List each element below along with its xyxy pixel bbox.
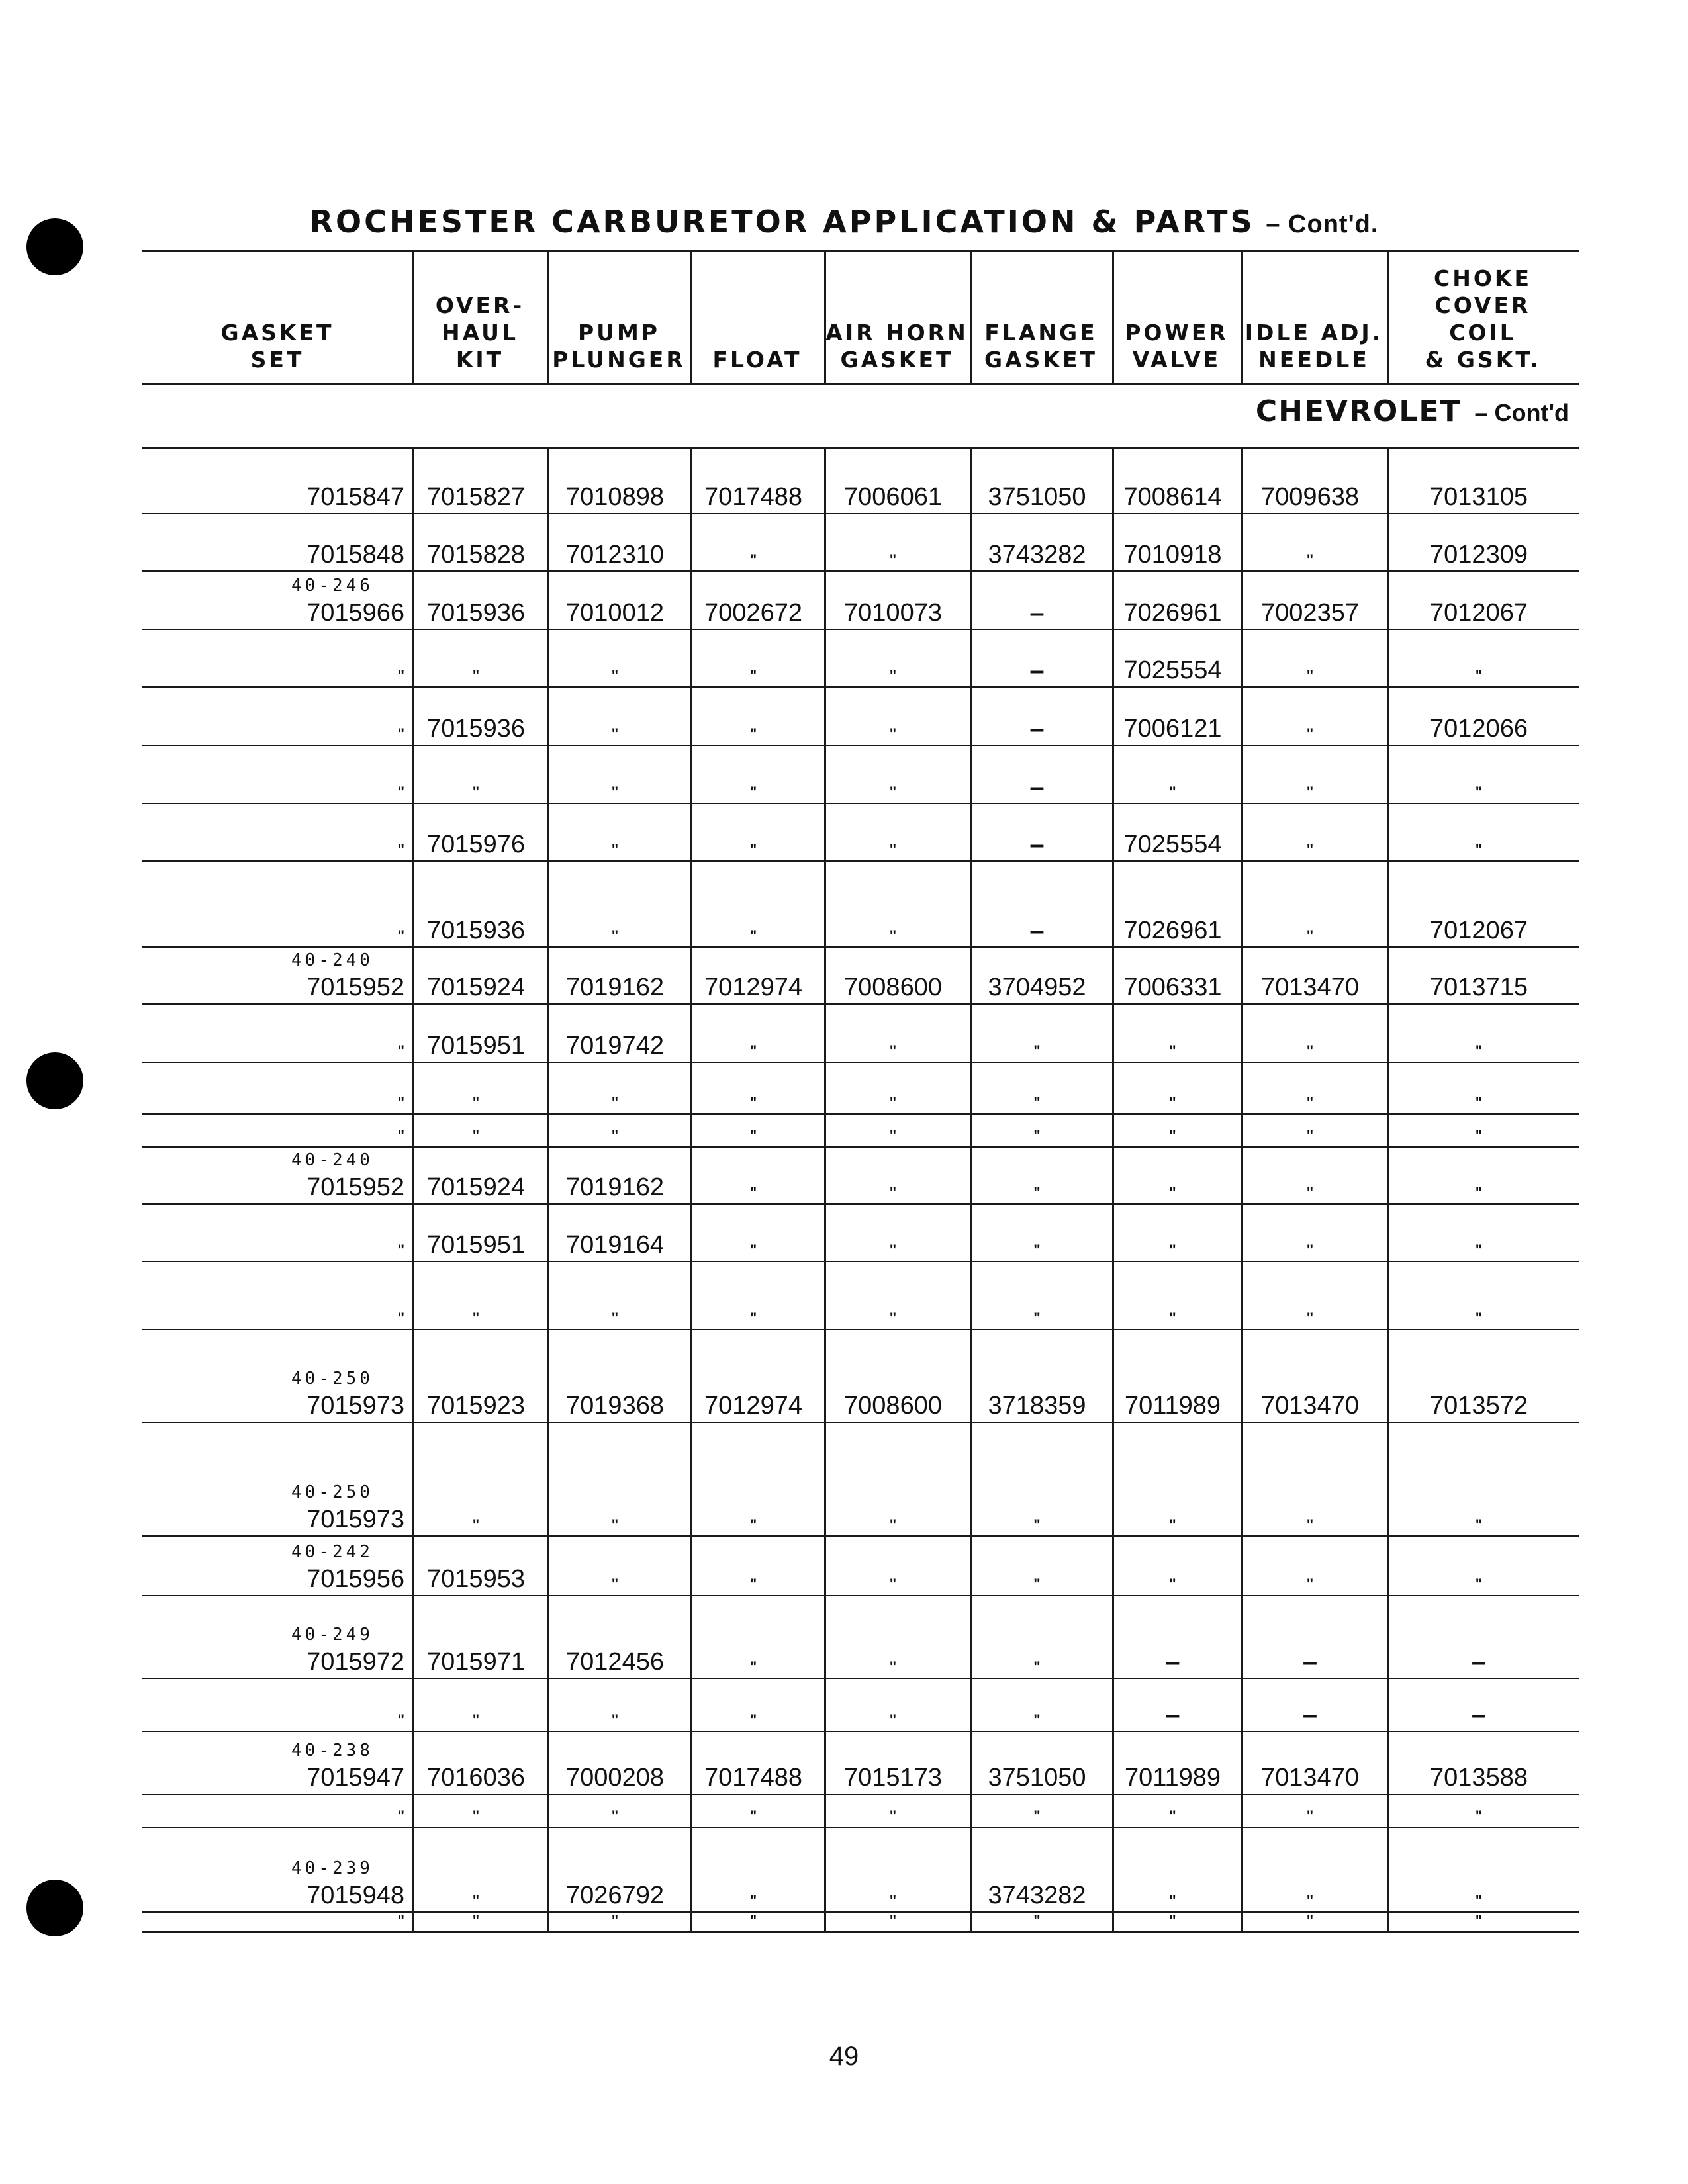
carburetor-number: 40-249 xyxy=(291,1625,373,1645)
table-rule xyxy=(142,447,1579,449)
table-cell: " xyxy=(397,667,404,684)
table-cell: " xyxy=(397,1127,404,1144)
table-cell: " xyxy=(749,1310,757,1326)
table-cell: " xyxy=(1306,1576,1314,1592)
table-cell: " xyxy=(1033,1516,1041,1533)
table-cell: " xyxy=(1306,784,1314,800)
table-cell: " xyxy=(1306,1094,1314,1111)
table-cell: 7015936 xyxy=(427,715,525,743)
table-cell: " xyxy=(472,1912,480,1929)
table-cell: " xyxy=(1169,1912,1176,1929)
table-cell: " xyxy=(889,1576,897,1592)
table-cell: " xyxy=(397,1042,404,1059)
table-cell: " xyxy=(611,1807,619,1824)
table-cell: 7013715 xyxy=(1430,974,1528,1001)
table-cell: 7012067 xyxy=(1430,599,1528,627)
table-cell: " xyxy=(1033,1576,1041,1592)
table-cell: " xyxy=(397,1711,404,1728)
table-cell: 7008614 xyxy=(1123,483,1222,511)
table-cell: " xyxy=(1475,841,1483,858)
table-cell: " xyxy=(611,927,619,944)
table-cell: " xyxy=(397,725,404,742)
table-cell: " xyxy=(472,1310,480,1326)
table-cell: " xyxy=(472,1127,480,1144)
table-cell: " xyxy=(1169,1892,1176,1909)
table-cell: 7013588 xyxy=(1430,1764,1528,1792)
table-cell: – xyxy=(1029,916,1045,945)
table-cell: 7017488 xyxy=(704,1764,802,1792)
table-cell: – xyxy=(1471,1647,1487,1676)
table-cell: " xyxy=(889,1242,897,1258)
table-cell: " xyxy=(749,551,757,568)
table-cell: " xyxy=(472,784,480,800)
table-cell: 3743282 xyxy=(988,541,1086,569)
title-continued: – Cont'd. xyxy=(1266,210,1379,238)
table-cell: " xyxy=(749,1576,757,1592)
table-cell: " xyxy=(1169,1242,1176,1258)
table-cell: " xyxy=(1033,1042,1041,1059)
row-rule xyxy=(142,1003,1579,1005)
table-cell: 7019162 xyxy=(566,1173,664,1201)
table-cell: " xyxy=(1306,1807,1314,1824)
table-cell: " xyxy=(611,1711,619,1728)
table-cell: 7008600 xyxy=(844,974,942,1001)
table-cell: 7019742 xyxy=(566,1032,664,1060)
table-cell: " xyxy=(889,1516,897,1533)
table-cell: " xyxy=(611,841,619,858)
table-cell: 7015924 xyxy=(427,1173,525,1201)
table-cell: " xyxy=(1306,667,1314,684)
table-cell: " xyxy=(472,667,480,684)
table-cell: " xyxy=(1306,1516,1314,1533)
table-cell: " xyxy=(749,1042,757,1059)
table-cell: 3743282 xyxy=(988,1882,1086,1909)
table-cell: " xyxy=(889,551,897,568)
table-cell: " xyxy=(889,1127,897,1144)
table-cell: – xyxy=(1029,772,1045,801)
table-cell: – xyxy=(1029,656,1045,685)
table-cell: " xyxy=(889,784,897,800)
table-cell: 7002672 xyxy=(704,599,802,627)
column-header: CHOKE COVER COIL & GSKT. xyxy=(1425,265,1541,373)
table-cell: " xyxy=(472,1516,480,1533)
table-cell: " xyxy=(749,667,757,684)
table-cell: " xyxy=(1169,1576,1176,1592)
table-cell: " xyxy=(1475,784,1483,800)
table-cell: 7015976 xyxy=(427,831,525,858)
table-cell: 7013470 xyxy=(1261,1392,1359,1420)
table-cell: " xyxy=(1306,1184,1314,1201)
table-cell: " xyxy=(1033,1094,1041,1111)
table-cell: 7025554 xyxy=(1123,657,1222,684)
table-cell: " xyxy=(472,1094,480,1111)
table-cell: – xyxy=(1302,1700,1318,1729)
table-cell: " xyxy=(1475,1576,1483,1592)
table-cell: " xyxy=(1306,1310,1314,1326)
table-cell: 7015827 xyxy=(427,483,525,511)
table-cell: " xyxy=(889,1184,897,1201)
table-cell: " xyxy=(611,1576,619,1592)
carburetor-number: 40-250 xyxy=(291,1482,373,1502)
table-cell: – xyxy=(1029,598,1045,627)
table-cell: 7010012 xyxy=(566,599,664,627)
table-cell: " xyxy=(611,725,619,742)
table-cell: 7015973 xyxy=(306,1392,404,1420)
table-cell: " xyxy=(889,1659,897,1675)
table-cell: " xyxy=(889,1912,897,1929)
table-cell: " xyxy=(1306,841,1314,858)
table-cell: " xyxy=(889,1042,897,1059)
table-cell: " xyxy=(1033,1127,1041,1144)
row-rule xyxy=(142,1422,1579,1423)
table-cell: " xyxy=(1306,1042,1314,1059)
table-cell: " xyxy=(1033,1310,1041,1326)
carburetor-number: 40-246 xyxy=(291,576,373,596)
table-cell: 7015952 xyxy=(306,1173,404,1201)
table-cell: 3751050 xyxy=(988,1764,1086,1792)
table-cell: " xyxy=(749,784,757,800)
table-cell: 7015971 xyxy=(427,1648,525,1676)
table-cell: " xyxy=(1475,1892,1483,1909)
table-cell: 7015951 xyxy=(427,1231,525,1259)
table-cell: 7012974 xyxy=(704,974,802,1001)
table-cell: 7012456 xyxy=(566,1648,664,1676)
carburetor-number: 40-239 xyxy=(291,1858,373,1878)
table-cell: 7012309 xyxy=(1430,541,1528,569)
table-cell: " xyxy=(889,841,897,858)
table-cell: 7015947 xyxy=(306,1764,404,1792)
table-cell: " xyxy=(472,1807,480,1824)
table-cell: – xyxy=(1029,830,1045,859)
table-cell: " xyxy=(1169,1184,1176,1201)
table-cell: " xyxy=(889,725,897,742)
table-cell: " xyxy=(1033,1807,1041,1824)
table-cell: 7015924 xyxy=(427,974,525,1001)
table-cell: 7013470 xyxy=(1261,974,1359,1001)
table-cell: " xyxy=(889,1310,897,1326)
title-main: ROCHESTER CARBURETOR APPLICATION & PARTS xyxy=(309,204,1255,240)
table-cell: 7008600 xyxy=(844,1392,942,1420)
table-cell: " xyxy=(889,927,897,944)
table-cell: 7012066 xyxy=(1430,715,1528,743)
table-cell: " xyxy=(1169,1042,1176,1059)
table-cell: " xyxy=(1306,1242,1314,1258)
table-cell: " xyxy=(1306,725,1314,742)
carburetor-number: 40-242 xyxy=(291,1542,373,1562)
table-cell: " xyxy=(397,1310,404,1326)
section-continued: – Cont'd xyxy=(1474,399,1569,426)
table-cell: 7010918 xyxy=(1123,541,1222,569)
table-cell: " xyxy=(1475,1516,1483,1533)
table-cell: 7015956 xyxy=(306,1565,404,1593)
table-cell: " xyxy=(397,784,404,800)
table-cell: 7015973 xyxy=(306,1506,404,1533)
table-cell: 3704952 xyxy=(988,974,1086,1001)
table-cell: 7015966 xyxy=(306,599,404,627)
table-cell: 7019368 xyxy=(566,1392,664,1420)
column-header: FLANGE GASKET xyxy=(984,320,1098,373)
table-cell: " xyxy=(1033,1912,1041,1929)
table-cell: " xyxy=(749,1659,757,1675)
table-cell: – xyxy=(1471,1700,1487,1729)
column-header: FLOAT xyxy=(712,347,802,373)
table-cell: 7016036 xyxy=(427,1764,525,1792)
table-rule xyxy=(142,250,1579,252)
table-cell: " xyxy=(611,1516,619,1533)
table-cell: 7026792 xyxy=(566,1882,664,1909)
table-cell: " xyxy=(1169,1094,1176,1111)
table-cell: " xyxy=(1306,1127,1314,1144)
table-cell: " xyxy=(397,1912,404,1929)
table-cell: " xyxy=(1475,1127,1483,1144)
table-cell: 7015953 xyxy=(427,1565,525,1593)
table-cell: " xyxy=(1033,1659,1041,1675)
table-cell: " xyxy=(749,1242,757,1258)
table-cell: " xyxy=(611,784,619,800)
table-cell: " xyxy=(1475,1242,1483,1258)
section-heading xyxy=(1178,394,1569,428)
table-cell: 7015952 xyxy=(306,974,404,1001)
table-cell: 7015828 xyxy=(427,541,525,569)
table-cell: 7017488 xyxy=(704,483,802,511)
table-cell: " xyxy=(889,667,897,684)
column-header: POWER VALVE xyxy=(1125,320,1229,373)
table-cell: 7015173 xyxy=(844,1764,942,1792)
table-cell: 3751050 xyxy=(988,483,1086,511)
table-cell: 7013470 xyxy=(1261,1764,1359,1792)
table-cell: " xyxy=(749,1127,757,1144)
table-cell: – xyxy=(1165,1647,1180,1676)
column-header: IDLE ADJ. NEEDLE xyxy=(1244,320,1383,373)
table-cell: " xyxy=(1475,1184,1483,1201)
row-rule xyxy=(142,629,1579,630)
row-rule xyxy=(142,1794,1579,1795)
table-cell: " xyxy=(749,841,757,858)
table-cell: " xyxy=(889,1711,897,1728)
table-cell: " xyxy=(1306,927,1314,944)
table-cell: 7019162 xyxy=(566,974,664,1001)
table-cell: " xyxy=(1306,551,1314,568)
table-cell: " xyxy=(749,1711,757,1728)
table-cell: " xyxy=(749,1516,757,1533)
table-cell: 7025554 xyxy=(1123,831,1222,858)
carburetor-number: 40-240 xyxy=(291,950,373,970)
table-cell: " xyxy=(1306,1912,1314,1929)
table-cell: " xyxy=(397,927,404,944)
table-cell: " xyxy=(1475,667,1483,684)
table-cell: 7015923 xyxy=(427,1392,525,1420)
table-cell: " xyxy=(749,1184,757,1201)
table-cell: 7015936 xyxy=(427,599,525,627)
table-cell: 7000208 xyxy=(566,1764,664,1792)
table-cell: 3718359 xyxy=(988,1392,1086,1420)
table-cell: 7013572 xyxy=(1430,1392,1528,1420)
table-cell: " xyxy=(889,1094,897,1111)
table-cell: – xyxy=(1302,1647,1318,1676)
table-cell: 7002357 xyxy=(1261,599,1359,627)
table-cell: " xyxy=(1033,1184,1041,1201)
table-cell: 7015972 xyxy=(306,1648,404,1676)
table-cell: " xyxy=(749,1807,757,1824)
table-cell: " xyxy=(749,725,757,742)
table-cell: 7015951 xyxy=(427,1032,525,1060)
table-cell: – xyxy=(1165,1700,1180,1729)
table-cell: " xyxy=(1033,1711,1041,1728)
table-cell: " xyxy=(611,667,619,684)
table-cell: 7012310 xyxy=(566,541,664,569)
table-cell: " xyxy=(1169,1310,1176,1326)
table-cell: 7012067 xyxy=(1430,917,1528,944)
table-cell: 7011989 xyxy=(1124,1392,1221,1420)
table-cell: " xyxy=(397,841,404,858)
table-cell: " xyxy=(1306,1892,1314,1909)
table-cell: 7013105 xyxy=(1430,483,1528,511)
table-cell: " xyxy=(749,1094,757,1111)
table-cell: " xyxy=(397,1242,404,1258)
table-cell: – xyxy=(1029,714,1045,743)
carburetor-number: 40-250 xyxy=(291,1369,373,1388)
table-cell: " xyxy=(1169,1516,1176,1533)
table-cell: " xyxy=(397,1094,404,1111)
column-header: PUMP PLUNGER xyxy=(552,320,686,373)
table-cell: 7010898 xyxy=(566,483,664,511)
table-cell: 7019164 xyxy=(566,1231,664,1259)
page-number: 49 xyxy=(829,2042,859,2071)
table-cell: 7015936 xyxy=(427,917,525,944)
table-cell: 7006121 xyxy=(1123,715,1222,743)
table-cell: " xyxy=(889,1807,897,1824)
table-cell: 7012974 xyxy=(704,1392,802,1420)
column-header: GASKET SET xyxy=(220,320,334,373)
table-cell: 7015948 xyxy=(306,1882,404,1909)
column-header: OVER- HAUL KIT xyxy=(435,293,525,373)
column-header: AIR HORN GASKET xyxy=(825,320,968,373)
table-cell: " xyxy=(611,1094,619,1111)
table-cell: " xyxy=(1475,1310,1483,1326)
table-cell: 7026961 xyxy=(1123,917,1222,944)
table-cell: " xyxy=(1169,1807,1176,1824)
table-cell: " xyxy=(397,1807,404,1824)
table-cell: " xyxy=(611,1127,619,1144)
table-cell: " xyxy=(1475,1042,1483,1059)
section-name: CHEVROLET xyxy=(1255,394,1462,428)
table-cell: " xyxy=(749,1892,757,1909)
table-cell: 7009638 xyxy=(1261,483,1359,511)
table-cell: " xyxy=(1169,1127,1176,1144)
table-cell: " xyxy=(472,1892,480,1909)
table-cell: 7006061 xyxy=(844,483,942,511)
row-rule xyxy=(142,513,1579,514)
table-cell: 7010073 xyxy=(844,599,942,627)
table-cell: " xyxy=(1033,1242,1041,1258)
table-cell: 7026961 xyxy=(1123,599,1222,627)
table-cell: " xyxy=(1169,784,1176,800)
table-cell: " xyxy=(749,927,757,944)
table-cell: " xyxy=(611,1310,619,1326)
carburetor-number: 40-240 xyxy=(291,1150,373,1170)
table-cell: " xyxy=(1475,1807,1483,1824)
table-cell: 7006331 xyxy=(1123,974,1222,1001)
table-cell: " xyxy=(889,1892,897,1909)
table-rule xyxy=(142,383,1579,385)
table-cell: " xyxy=(1475,1094,1483,1111)
table-cell: 7015847 xyxy=(306,483,404,511)
table-cell: " xyxy=(1475,1912,1483,1929)
table-cell: " xyxy=(749,1912,757,1929)
table-cell: 7011989 xyxy=(1124,1764,1221,1792)
table-cell: 7015848 xyxy=(306,541,404,569)
carburetor-number: 40-238 xyxy=(291,1741,373,1760)
table-cell: " xyxy=(611,1912,619,1929)
table-cell: " xyxy=(472,1711,480,1728)
